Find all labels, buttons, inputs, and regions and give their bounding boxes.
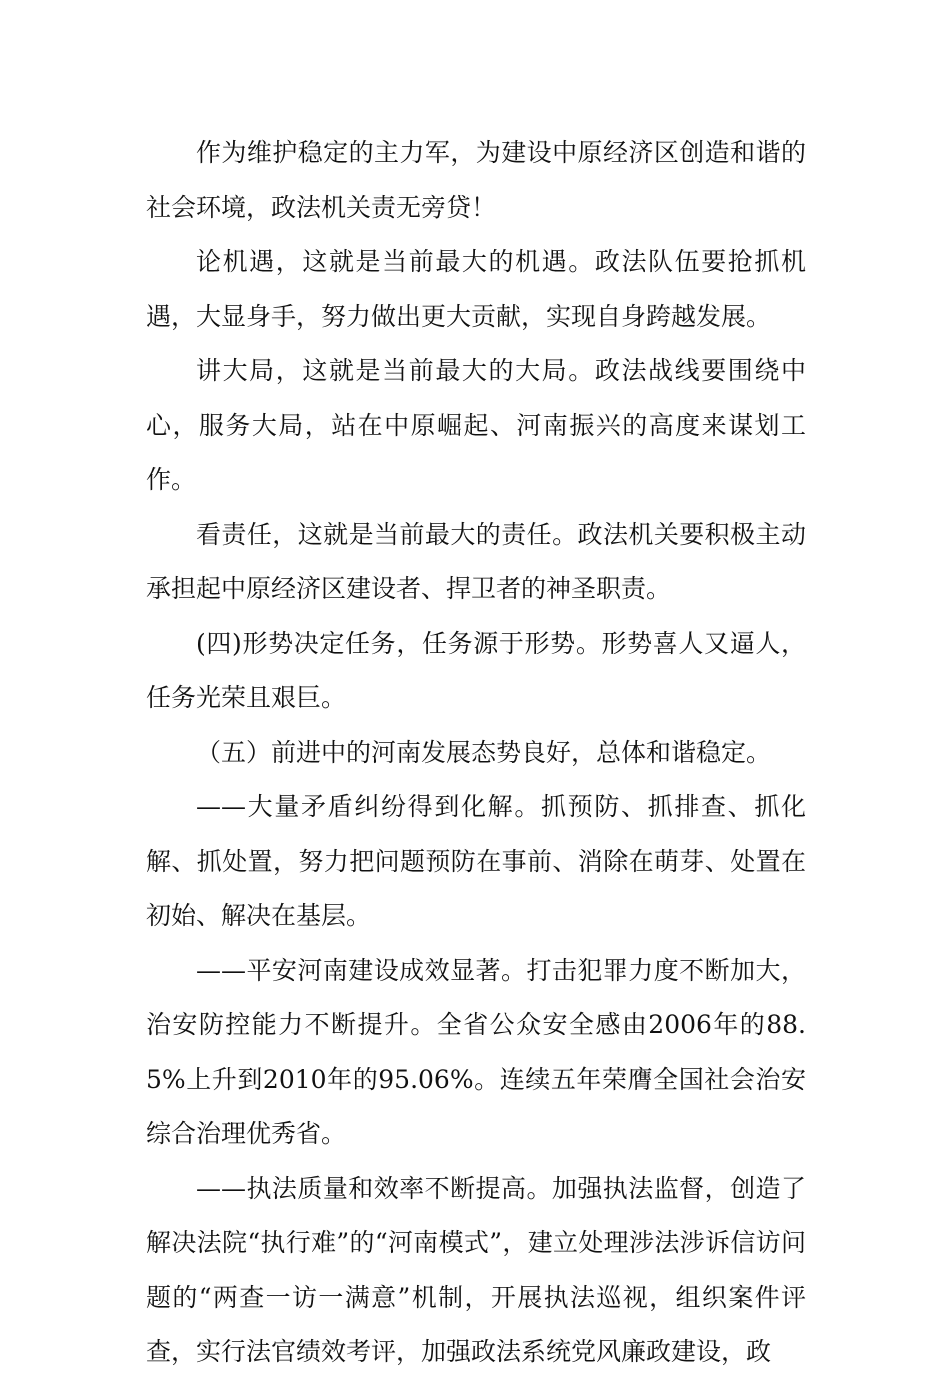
paragraph-4: 看责任，这就是当前最大的责任。政法机关要积极主动承担起中原经济区建设者、捍卫者的神圣职责。 xyxy=(146,519,806,603)
paragraph-7: ——大量矛盾纠纷得到化解。抓预防、抓排查、抓化解、抓处置，努力把问题预防在事前、消除在萌芽、处置在初始、解决在基层。 xyxy=(146,792,806,930)
paragraph-8: ——平安河南建设成效显著。打击犯罪力度不断加大，治安防控能力不断提升。全省公众安全感由2006年的88.5%上升到2010年的95.06%。连续五年荣膺全国社会治安综合治理优秀省。 xyxy=(146,955,806,1148)
paragraph-5: (四)形势决定任务，任务源于形势。形势喜人又逼人，任务光荣且艰巨。 xyxy=(146,628,806,712)
paragraph-9: ——执法质量和效率不断提高。加强执法监督，创造了解决法院“执行难”的“河南模式”，建立处理涉法涉诉信访问题的“两查一访一满意”机制，开展执法巡视，组织案件评查，实行法官绩效考评，加强政法系统党风廉政建设，政 xyxy=(146,1173,806,1366)
paragraph-1: 作为维护稳定的主力军，为建设中原经济区创造和谐的社会环境，政法机关责无旁贷！ xyxy=(146,138,806,222)
paragraph-6: （五）前进中的河南发展态势良好，总体和谐稳定。 xyxy=(196,737,772,767)
paragraph-3: 讲大局，这就是当前最大的大局。政法战线要围绕中心，服务大局，站在中原崛起、河南振兴的高度来谋划工作。 xyxy=(146,356,806,494)
paragraph-2: 论机遇，这就是当前最大的机遇。政法队伍要抢抓机遇，大显身手，努力做出更大贡献，实现自身跨越发展。 xyxy=(146,247,806,331)
document-body xyxy=(146,126,806,1380)
